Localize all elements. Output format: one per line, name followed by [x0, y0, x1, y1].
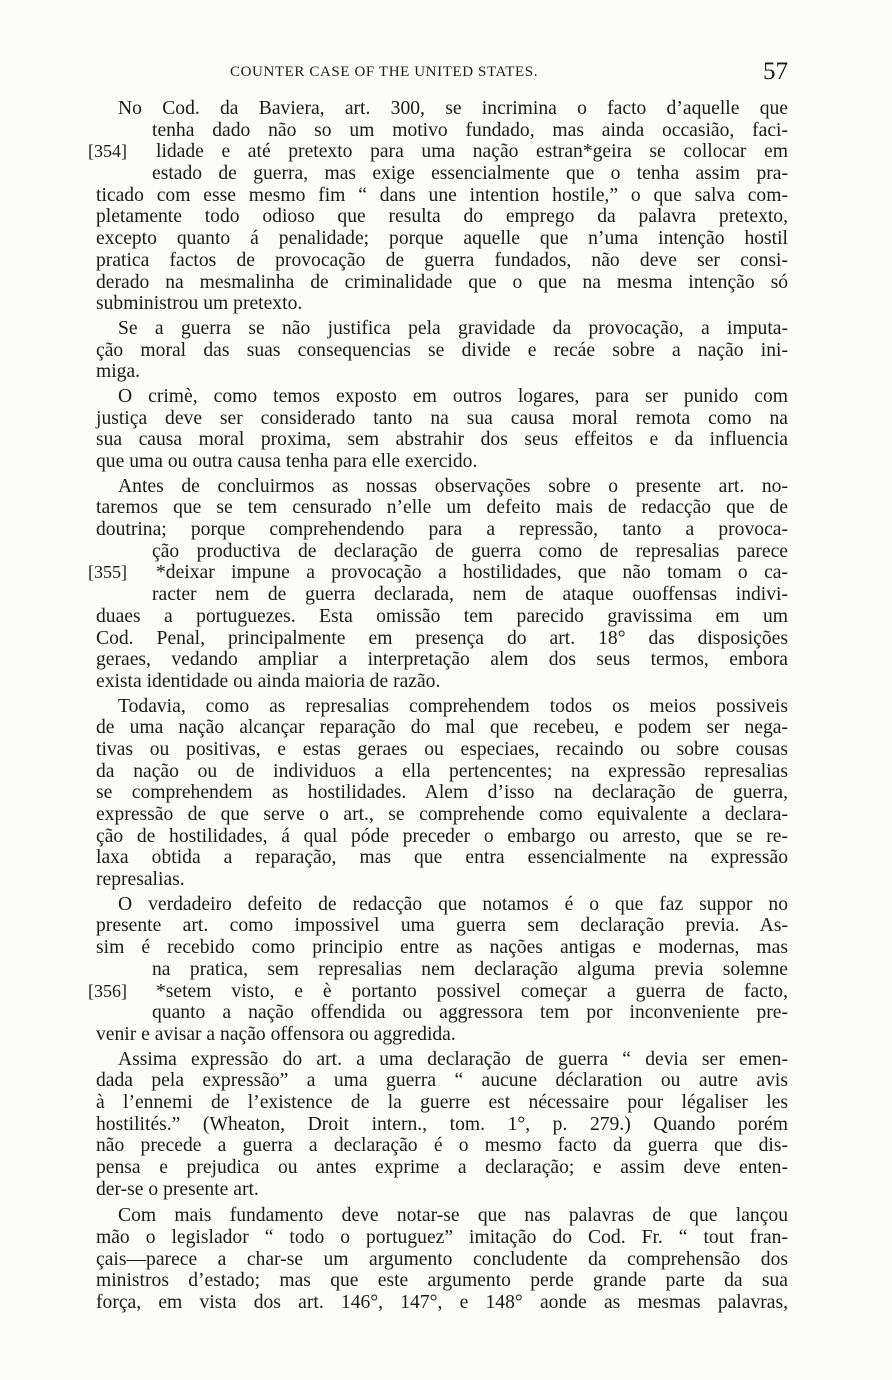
text-line: de uma nação alcançar reparação do mal que recebeu, e podem ser nega- — [96, 717, 788, 739]
text-line: exista identidade ou ainda maioria de razão. — [96, 670, 441, 692]
text-line: der-se o presente art. — [96, 1178, 259, 1200]
text-line: venir e avisar a nação offensora ou aggredida. — [96, 1023, 456, 1045]
text-line: [354] lidade e até pretexto para uma nação estran*geira se collocar em — [88, 141, 788, 163]
text-line: Se a guerra se não justifica pela gravidade da provocação, a imputa- — [118, 317, 788, 339]
margin-reference: [354] — [88, 141, 127, 162]
text-line: taremos que se tem censurado n’elle um defeito mais de redacção que de — [96, 497, 788, 519]
text-line: derado na mesmalinha de criminalidade que o que na mesma intenção só — [96, 271, 788, 293]
text-line: ção moral das suas consequencias se divide e recáe sobre a nação ini- — [96, 339, 788, 361]
text-line: geraes, vedando ampliar a interpretação alem dos seus termos, embora — [96, 649, 788, 671]
text-line: O verdadeiro defeito de redacção que notamos é o que faz suppor no — [118, 893, 788, 915]
text-line: que uma ou outra causa tenha para elle exercido. — [96, 451, 478, 472]
text-line: doutrina; porque comprehendendo para a repressão, tanto a provoca- — [96, 519, 788, 541]
text-line: miga. — [96, 361, 141, 383]
text-line: da nação ou de individuos a ella pertencentes; na expressão represalias — [96, 760, 788, 782]
text-line: ministros d’estado; mas que este argumento perde grande parte da sua — [96, 1270, 788, 1292]
text-line: [356] *setem visto, e è portanto possivel começar a guerra de facto, — [88, 980, 788, 1002]
text-line: sua causa moral proxima, sem abstrahir dos seus effeitos e da influencia — [96, 429, 788, 451]
text-line: duaes a portuguezes. Esta omissão tem parecido gravissima em um — [96, 605, 788, 627]
text-line: O crimè, como temos exposto em outros logares, para ser punido com — [118, 385, 788, 407]
text-line: hostilités.” (Wheaton, Droit intern., tom. 1°, p. 279.) Quando porém — [96, 1113, 788, 1135]
text-line: ção de hostilidades, á qual póde preceder o embargo ou arresto, que se re- — [96, 825, 788, 847]
text-line: ticado com esse mesmo fim “ dans une intention hostile,” o que salva com- — [96, 184, 788, 206]
text-line: Todavia, como as represalias comprehendem todos os meios possiveis — [118, 695, 788, 717]
margin-reference: [355] — [88, 562, 127, 583]
text-line: justiça deve ser considerado tanto na sua causa moral remota como na — [96, 407, 788, 429]
text-line: represalias. — [96, 869, 185, 891]
text-line: tenha dado não so um motivo fundado, mas ainda occasião, faci- — [152, 119, 788, 141]
text-line: çais—parece a char-se um argumento concludente da comprehensão dos — [96, 1248, 788, 1270]
running-head: COUNTER CASE OF THE UNITED STATES. — [230, 64, 539, 80]
text-line: excepto quanto á penalidade; porque aquelle que n’uma intenção hostil — [96, 228, 788, 250]
text-line: quanto a nação offendida ou aggressora tem por inconveniente pre- — [152, 1002, 788, 1024]
text-line: laxa obtida a reparação, mas que entra essencialmente na expressão — [96, 847, 788, 869]
text-line: [355] *deixar impune a provocação a hostilidades, que não tomam o ca- — [88, 562, 788, 584]
text-line: na pratica, sem represalias nem declaração alguma previa solemne — [152, 958, 788, 980]
text-line: presente art. como impossivel uma guerra sem declaração previa. As- — [96, 915, 788, 937]
text-line: pensa e prejudica ou antes exprime a declaração; e assim deve enten- — [96, 1157, 788, 1178]
text-line: Assima expressão do art. a uma declaração de guerra “ devia ser emen- — [118, 1048, 788, 1070]
page-number: 57 — [763, 58, 788, 85]
text-line: subministrou um pretexto. — [96, 293, 303, 315]
body-text — [88, 98, 788, 1314]
text-line: ção productiva de declaração de guerra como de represalias parece — [152, 540, 788, 562]
text-line: No Cod. da Baviera, art. 300, se incrimina o facto d’aquelle que — [118, 98, 788, 119]
text-line: tivas ou positivas, e estas geraes ou especiaes, recaindo ou sobre cousas — [96, 738, 788, 760]
text-line: não precede a guerra a declaração é o mesmo facto da guerra que dis- — [96, 1135, 788, 1157]
text-line: expressão de que serve o art., se comprehende como equivalente a declara- — [96, 804, 788, 825]
text-line: Com mais fundamento deve notar-se que nas palavras de que lançou — [118, 1205, 788, 1227]
text-line: se comprehendem as hostilidades. Alem d’isso na declaração de guerra, — [96, 782, 788, 804]
text-line: à l’ennemi de l’existence de la guerre est nécessaire pour légaliser les — [96, 1091, 788, 1113]
text-line: racter nem de guerra declarada, nem de ataque ouoffensas indivi- — [152, 584, 788, 606]
text-line: força, em vista dos art. 146°, 147°, e 148° aonde as mesmas palavras, — [96, 1292, 788, 1314]
page-header — [96, 60, 788, 90]
margin-reference: [356] — [88, 980, 127, 1001]
text-line: pletamente todo odioso que resulta do emprego da palavra pretexto, — [96, 206, 788, 228]
text-line: mão o legislador “ todo o portuguez” imitação do Cod. Fr. “ tout fran- — [96, 1227, 788, 1249]
text-line: estado de guerra, mas exige essencialmente que o tenha assim pra- — [152, 163, 788, 185]
text-line: sim é recebido como principio entre as nações antigas e modernas, mas — [96, 937, 788, 959]
text-line: Antes de concluirmos as nossas observações sobre o presente art. no- — [118, 475, 788, 497]
text-line: Cod. Penal, principalmente em presença do art. 18° das disposições — [96, 627, 788, 649]
text-line: pratica factos de provocação de guerra fundados, não deve ser consi- — [96, 249, 788, 271]
text-line: dada pela expressão” a uma guerra “ aucune déclaration ou autre avis — [96, 1070, 788, 1092]
